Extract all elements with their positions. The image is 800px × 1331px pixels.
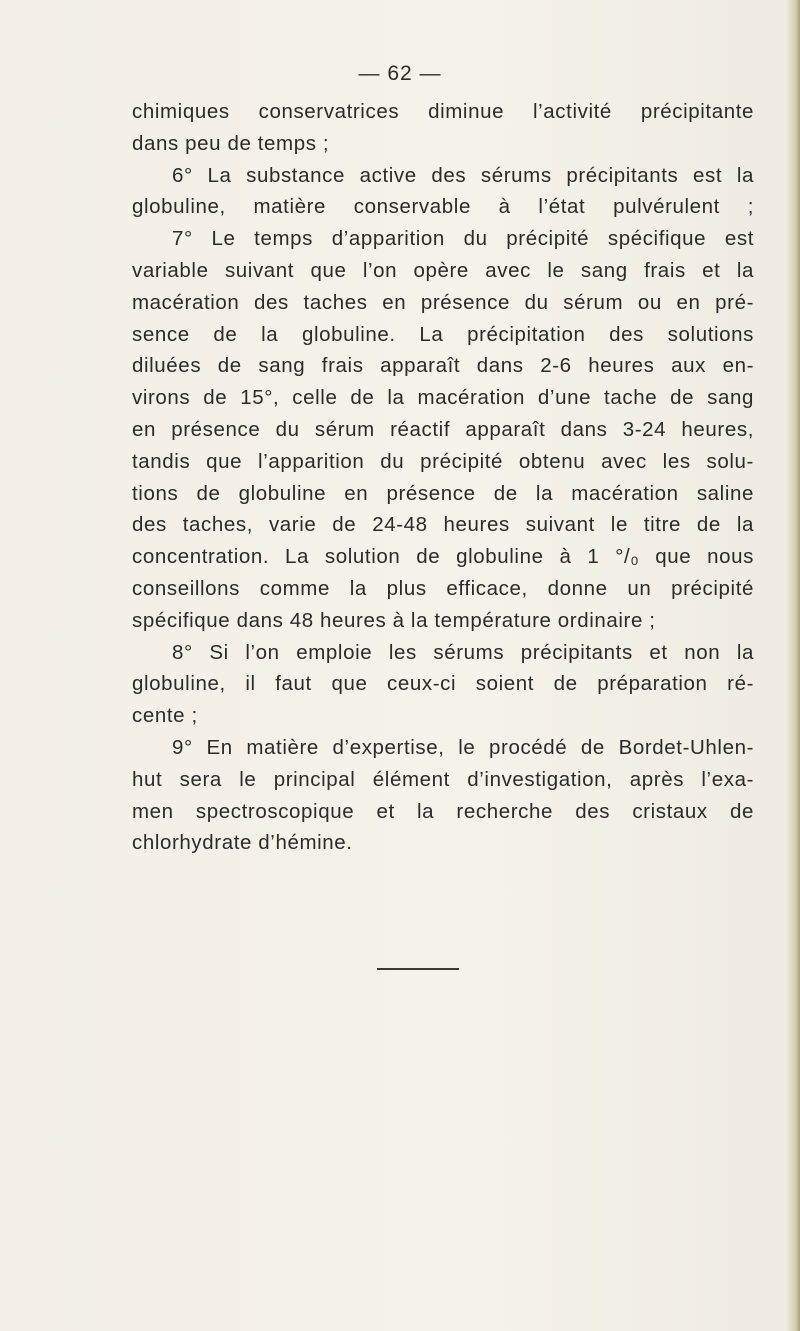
text-line: hut sera le principal élément d’investigation, après l’exa- [132, 767, 754, 791]
text-line: diluées de sang frais apparaît dans 2-6 heures aux en- [132, 354, 754, 378]
text-line: des taches, varie de 24-48 heures suivant le titre de la [132, 513, 754, 537]
page-edge-shadow [786, 0, 800, 1331]
text-line: concentration. La solution de globuline à 1 °/₀ que nous [132, 545, 754, 569]
page-number: — 62 — [358, 62, 442, 85]
text-line: cente ; [132, 704, 198, 728]
text-line: tions de globuline en présence de la macération saline [132, 481, 754, 505]
text-line: globuline, matière conservable à l’état pulvérulent ; [132, 195, 754, 219]
text-line: macération des taches en présence du sérum ou en pré- [132, 290, 754, 314]
text-line: virons de 15°, celle de la macération d’une tache de sang [132, 386, 754, 410]
text-line: tandis que l’apparition du précipité obtenu avec les solu- [132, 449, 754, 473]
text-line: variable suivant que l’on opère avec le sang frais et la [132, 258, 754, 282]
text-line: conseillons comme la plus efficace, donne un précipité [132, 576, 754, 600]
text-line: chimiques conservatrices diminue l’activité précipitante [132, 100, 754, 123]
text-line: 8° Si l’on emploie les sérums précipitants et non la [172, 640, 754, 664]
text-line: globuline, il faut que ceux-ci soient de préparation ré- [132, 672, 754, 696]
text-line: 9° En matière d’expertise, le procédé de Bordet-Uhlen- [172, 735, 754, 759]
body-text [132, 96, 754, 859]
text-line: men spectroscopique et la recherche des cristaux de [132, 799, 754, 823]
text-line: dans peu de temps ; [132, 131, 330, 155]
text-line: 7° Le temps d’apparition du précipité spécifique est [172, 227, 754, 251]
text-line: chlorhydrate d’hémine. [132, 831, 353, 855]
text-line: sence de la globuline. La précipitation des solutions [132, 322, 754, 346]
text-line: spécifique dans 48 heures à la température ordinaire ; [132, 608, 656, 632]
section-divider [377, 968, 459, 970]
text-line: en présence du sérum réactif apparaît dans 3-24 heures, [132, 417, 754, 441]
text-line: 6° La substance active des sérums précipitants est la [172, 163, 754, 187]
